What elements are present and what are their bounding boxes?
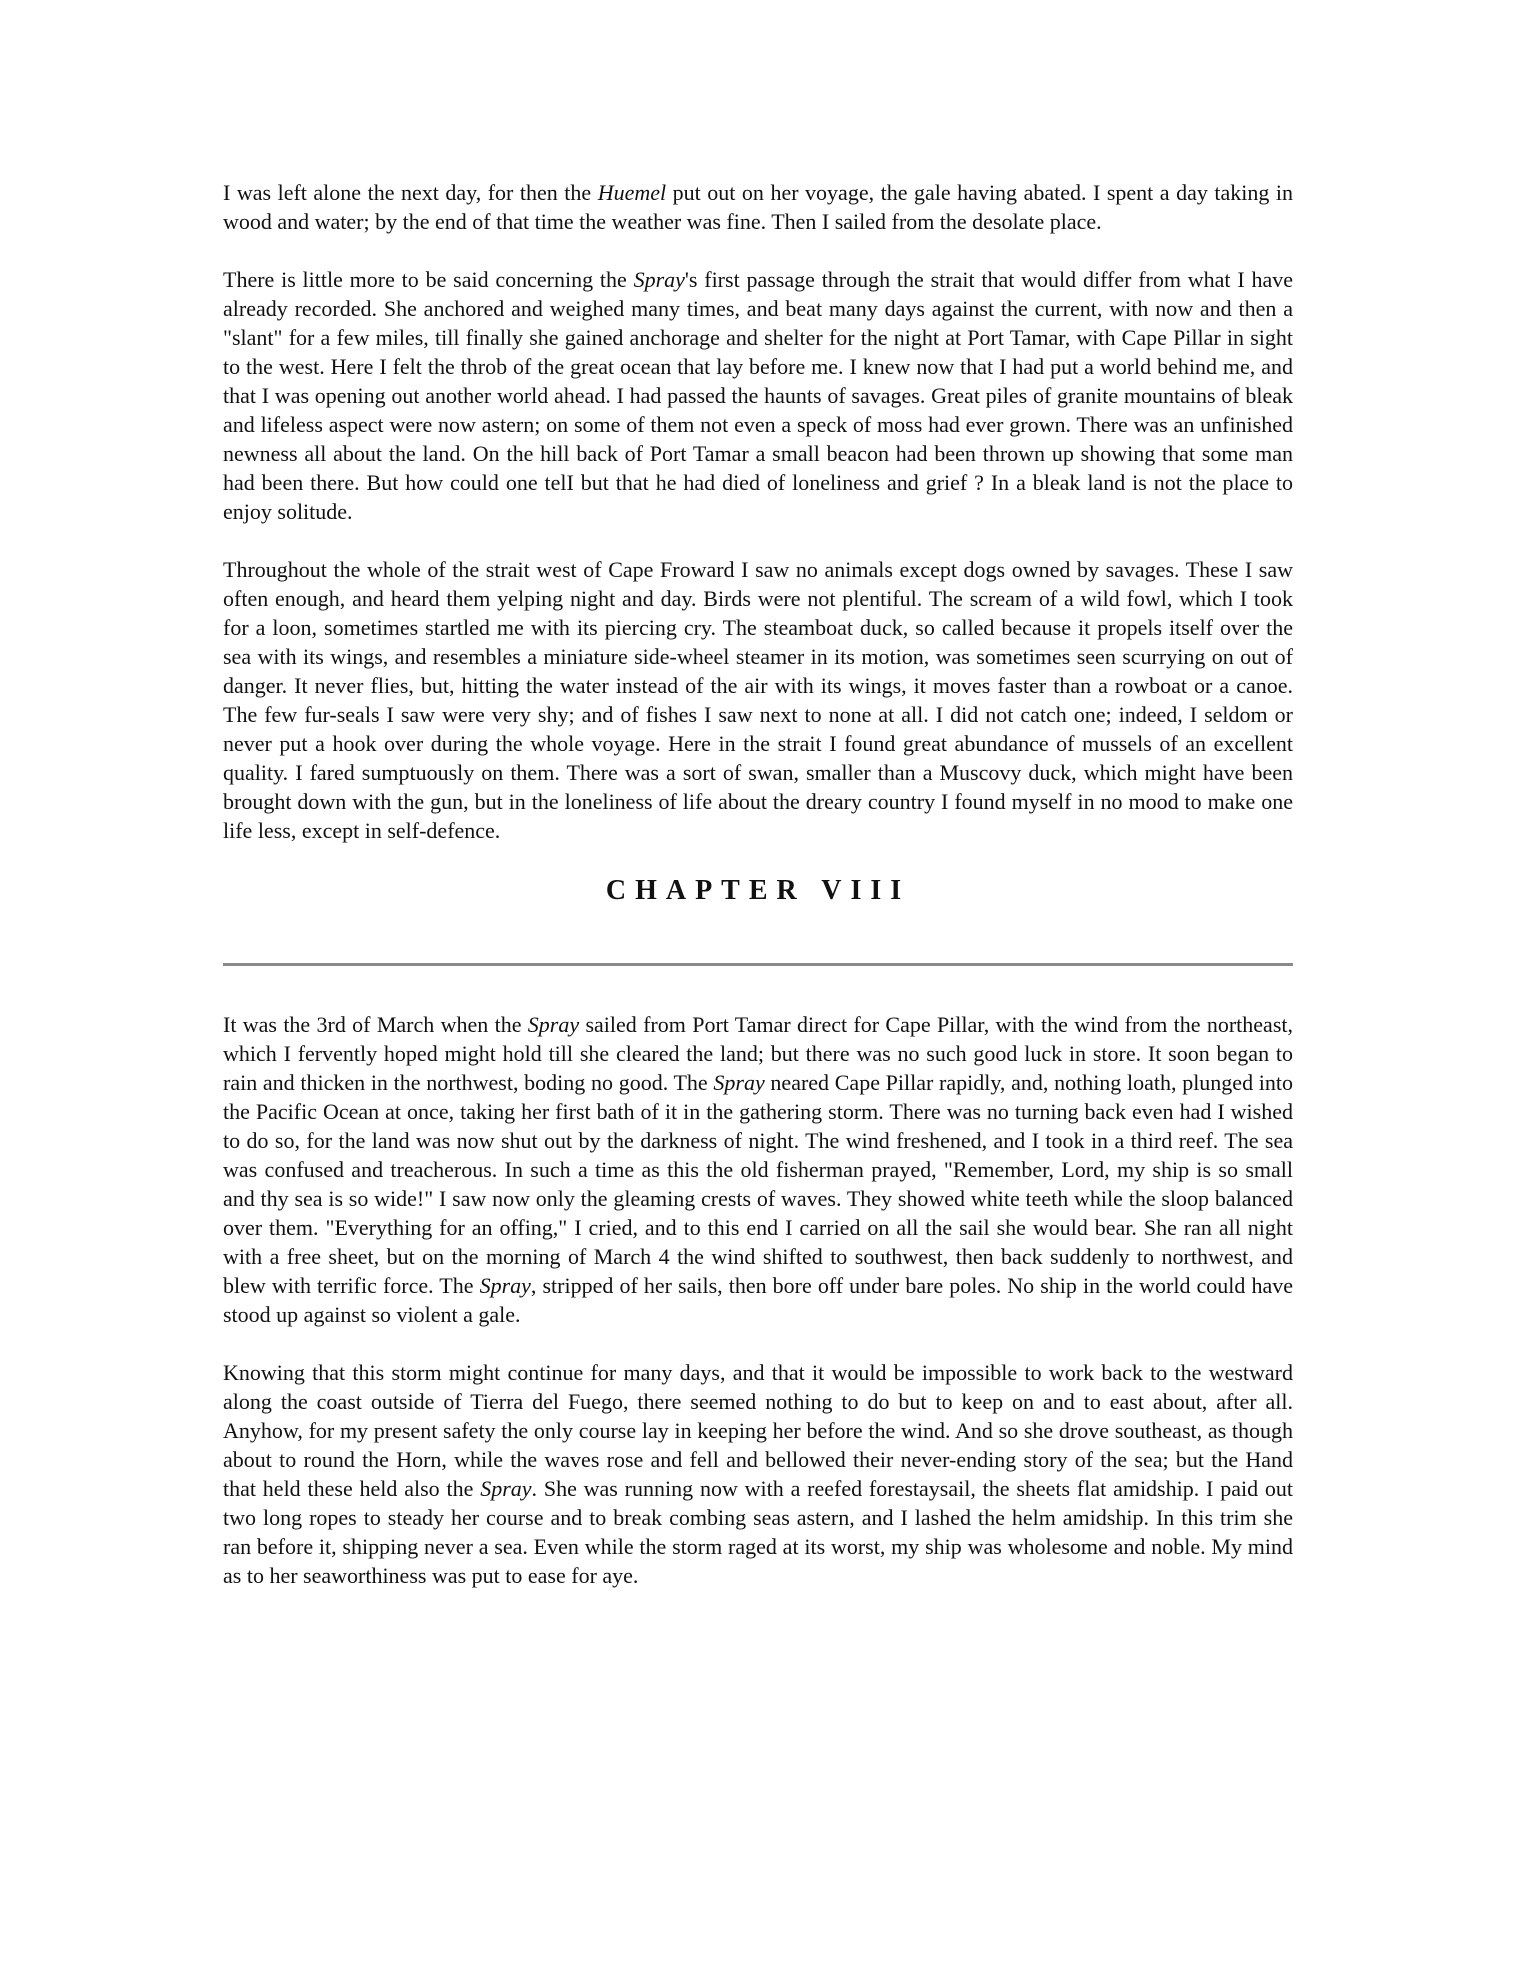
text-run: , stripped of her sails, then bore off under bare poles. No ship in the world could have stood up against so violent a gale. <box>223 1273 1293 1327</box>
italic-ship-name: Spray <box>527 1012 580 1037</box>
paragraph <box>223 265 1293 526</box>
text-before-chapter <box>223 178 1293 845</box>
italic-ship-name: Spray <box>633 267 685 292</box>
italic-ship-name: Spray <box>479 1273 531 1298</box>
italic-ship-name: Huemel <box>597 180 667 205</box>
paragraph <box>223 1358 1293 1590</box>
book-page <box>223 178 1293 1590</box>
text-run: sailed from Port Tamar direct for Cape Pillar, with the wind from the northeast, which I fervently hoped might hold till she cleared the land; but there was no such good luck in store. It soon began to rain and thicken in the northwest, boding no good. The <box>223 1012 1293 1095</box>
text-run: 's first passage through the strait that would differ from what I have already recorded. She anchored and weighed many times, and beat many days against the current, with now and then a "slant" for a few miles, till finally she gained anchorage and shelter for the night at Port Tamar, with Cape Pillar in sight to the west. Here I felt the throb of the great ocean that lay before me. I knew now that I had put a world behind me, and that I was opening out another world ahead. I had passed the haunts of savages. Great piles of granite mountains of bleak and lifeless aspect were now astern; on some of them not even a speck of moss had ever grown. There was an unfinished newness all about the land. On the hill back of Port Tamar a small beacon had been thrown up showing that some man had been there. But how could one telI but that he had died of loneliness and grief ? In a bleak land is not the place to enjoy solitude. <box>223 267 1293 524</box>
italic-ship-name: Spray <box>713 1070 765 1095</box>
italic-ship-name: Spray <box>480 1476 532 1501</box>
text-run: . She was running now with a reefed forestaysail, the sheets flat amidship. I paid out two long ropes to steady her course and to break combing seas astern, and I lashed the helm amidship. In this trim she ran before it, shipping never a sea. Even while the storm raged at its worst, my ship was wholesome and noble. My mind as to her seaworthiness was put to ease for aye. <box>223 1476 1293 1588</box>
paragraph <box>223 555 1293 845</box>
text-run: put out on her voyage, the gale having abated. I spent a day taking in wood and water; by the end of that time the weather was fine. Then I sailed from the desolate place. <box>223 180 1294 234</box>
text-run: I was left alone the next day, for then the <box>223 180 598 205</box>
text-run: It was the 3rd of March when the <box>223 1012 528 1037</box>
chapter-heading: CHAPTER VIII <box>605 875 911 906</box>
text-run: There is little more to be said concerning the <box>223 267 634 292</box>
text-run: Knowing that this storm might continue for many days, and that it would be impossible to work back to the westward along the coast outside of Tierra del Fuego, there seemed nothing to do but to keep on and to east about, after all. Anyhow, for my present safety the only course lay in keeping her before the wind. And so she drove southeast, as though about to round the Horn, while the waves rose and fell and bellowed their never-ending story of the sea; but the Hand that held these held also the <box>223 1360 1293 1501</box>
paragraph <box>223 178 1293 236</box>
text-after-chapter <box>223 1010 1293 1590</box>
paragraph <box>223 1010 1293 1329</box>
text-run: Throughout the whole of the strait west of Cape Froward I saw no animals except dogs owned by savages. These I saw often enough, and heard them yelping night and day. Birds were not plentiful. The scream of a wild fowl, which I took for a loon, sometimes startled me with its piercing cry. The steamboat duck, so called because it propels itself over the sea with its wings, and resembles a miniature side-wheel steamer in its motion, was sometimes seen scurrying on out of danger. It never flies, but, hitting the water instead of the air with its wings, it moves faster than a rowboat or a canoe. The few fur-seals I saw were very shy; and of fishes I saw next to none at all. I did not catch one; indeed, I seldom or never put a hook over during the whole voyage. Here in the strait I found great abundance of mussels of an excellent quality. I fared sumptuously on them. There was a sort of swan, smaller than a Muscovy duck, which might have been brought down with the gun, but in the loneliness of life about the dreary country I found myself in no mood to make one life less, except in self-defence. <box>223 557 1293 843</box>
text-run: neared Cape Pillar rapidly, and, nothing loath, plunged into the Pacific Ocean at once, taking her first bath of it in the gathering storm. There was no turning back even had I wished to do so, for the land was now shut out by the darkness of night. The wind freshened, and I took in a third reef. The sea was confused and treacherous. In such a time as this the old fisherman prayed, "Remember, Lord, my ship is so small and thy sea is so wide!" I saw now only the gleaming crests of waves. They showed white teeth while the sloop balanced over them. "Everything for an offing," I cried, and to this end I carried on all the sail she would bear. She ran all night with a free sheet, but on the morning of March 4 the wind shifted to southwest, then back suddenly to northwest, and blew with terrific force. The <box>223 1070 1293 1298</box>
